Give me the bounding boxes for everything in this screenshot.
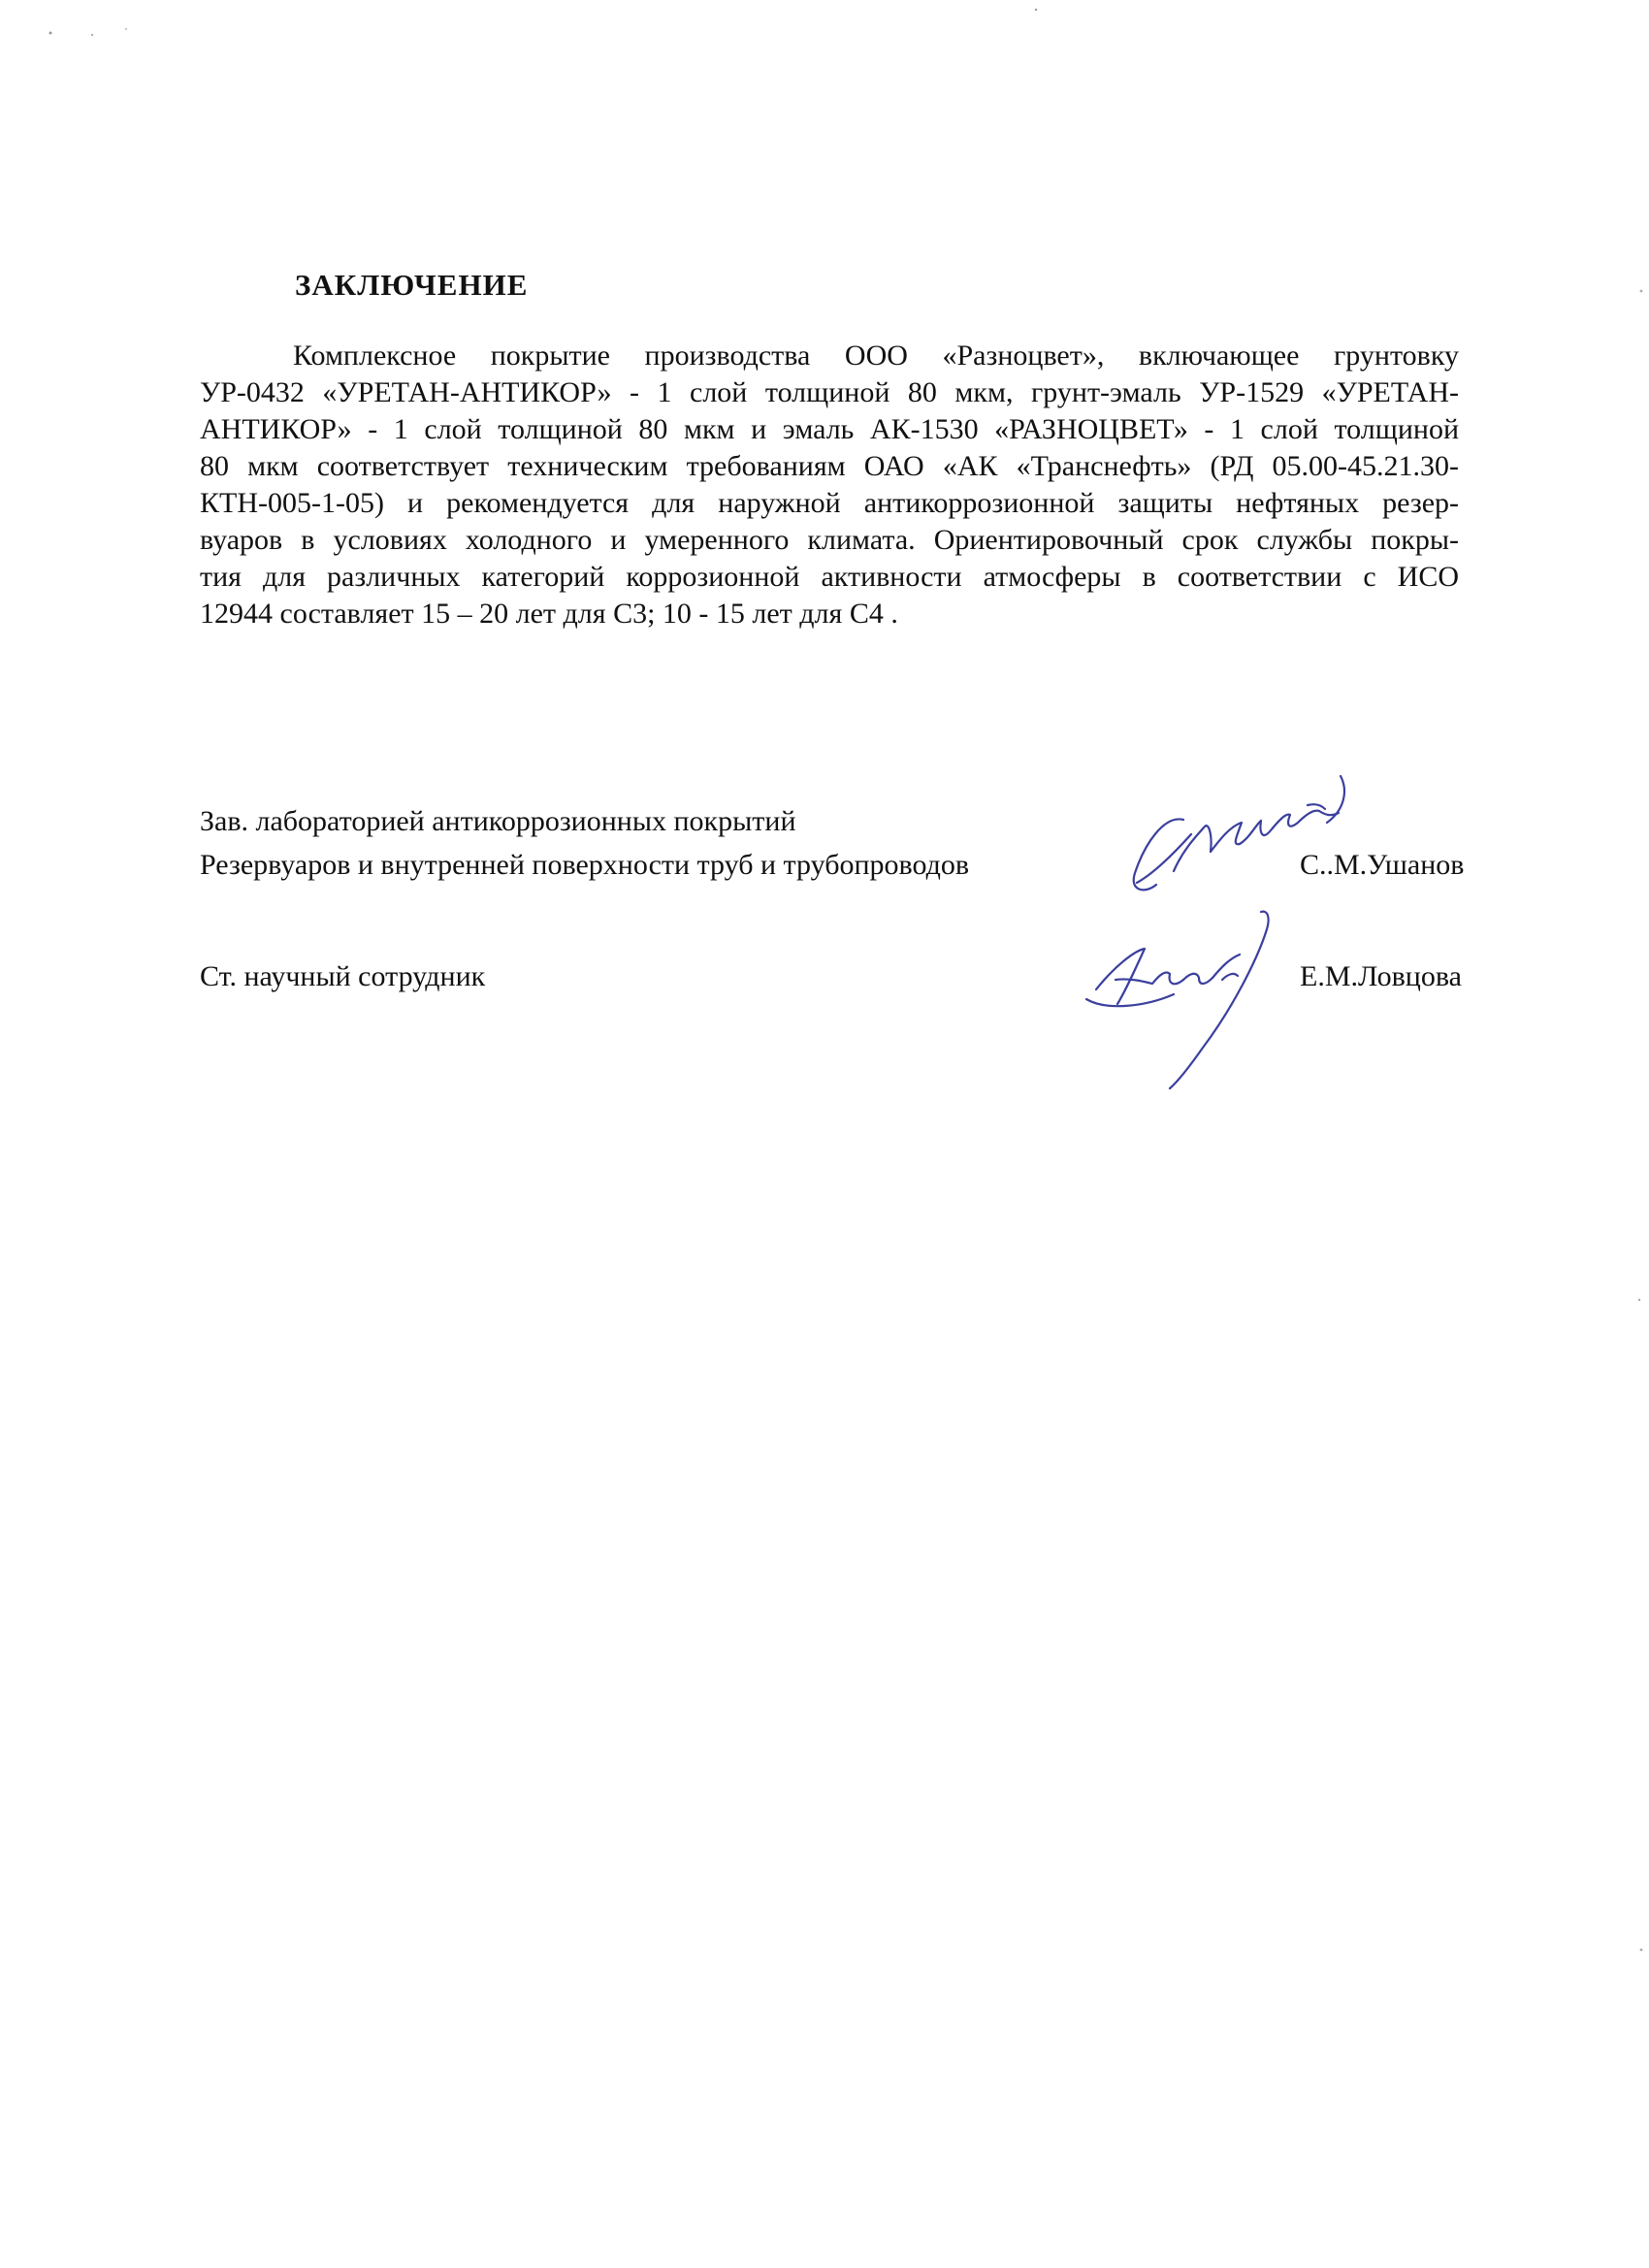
signer-2-position: Ст. научный сотрудник [200, 960, 486, 992]
signature-1 [1116, 766, 1387, 912]
body-line: 80 мкм соответствует техническим требованиям ОАО «АК «Транснефть» (РД 05.00-45.21.30- [200, 450, 1459, 482]
signer-1-position-line-1: Зав. лабораторией антикоррозионных покрытий [200, 805, 796, 837]
signature-2 [1077, 902, 1319, 1096]
body-line: КТН-005-1-05) и рекомендуется для наружной антикоррозионной защиты нефтяных резер- [200, 487, 1459, 519]
signer-1-position-line-2: Резервуаров и внутренней поверхности труб и трубопроводов [200, 849, 970, 881]
signer-2-name: Е.М.Ловцова [1300, 960, 1462, 992]
body-line: вуаров в условиях холодного и умеренного климата. Ориентировочный срок службы покры- [200, 524, 1459, 556]
body-line: УР-0432 «УРЕТАН-АНТИКОР» - 1 слой толщиной 80 мкм, грунт-эмаль УР-1529 «УРЕТАН- [200, 376, 1459, 408]
body-line: Комплексное покрытие производства ООО «Разноцвет», включающее грунтовку [293, 340, 1459, 372]
document-title: ЗАКЛЮЧЕНИЕ [295, 268, 529, 302]
body-line: тия для различных категорий коррозионной активности атмосферы в соответствии с ИСО [200, 561, 1459, 593]
body-line: 12944 составляет 15 – 20 лет для С3; 10 - 15 лет для С4 . [200, 598, 898, 630]
body-line: АНТИКОР» - 1 слой толщиной 80 мкм и эмаль АК-1530 «РАЗНОЦВЕТ» - 1 слой толщиной [200, 413, 1459, 445]
document-body [200, 338, 1459, 632]
signer-1-name: С..М.Ушанов [1300, 849, 1465, 881]
